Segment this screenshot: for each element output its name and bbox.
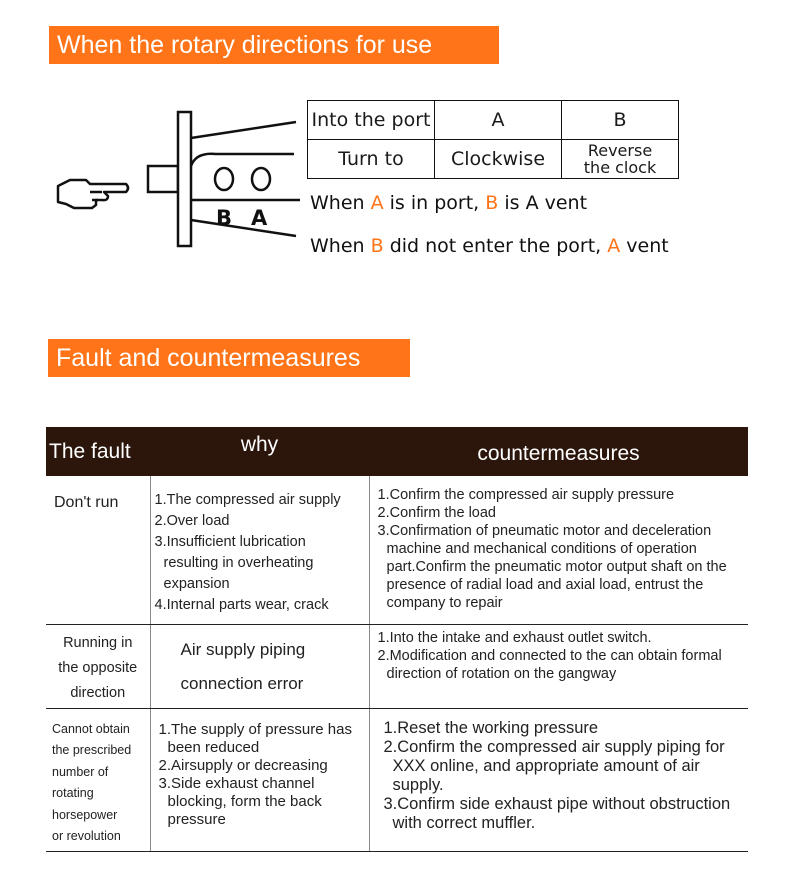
fault-line: number of [52,764,109,779]
list-item: 2.Modification and connected to the can obtain formal direction of rotation on the gangway [377,647,722,682]
fault-line: the opposite [58,659,138,676]
countermeasure-list [378,629,745,683]
port-a-circle [252,168,270,190]
motor-body-outline [191,122,300,236]
reverse-line: Reverse [587,141,653,160]
highlight-a: A [607,235,621,257]
fault-section-banner: Fault and countermeasures [48,339,410,377]
countermeasure-cell [369,708,748,851]
vent-rule-text: When [310,235,371,257]
port-b-cell: B [562,101,679,140]
list-item: 1.Into the intake and exhaust outlet switch. [377,629,652,646]
highlight-b: B [485,192,499,214]
table-row [308,140,679,179]
countermeasure-cell [369,476,748,624]
motor-flange [178,112,191,246]
list-item: 1.The compressed air supply [154,492,341,508]
why-cell [150,624,369,708]
fault-line: or revolution [52,829,121,843]
list-item: 2.Confirm the load [377,505,496,521]
col-header-countermeasures: countermeasures [369,427,748,476]
port-b-circle [215,168,233,190]
vent-rule-b [310,235,669,257]
why-list [159,721,365,829]
list-item: 2.Confirm the compressed air supply piping for XXX online, and appropriate amount of air supply. [383,737,725,794]
vent-rule-text: vent [620,235,669,257]
list-item: 2.Over load [154,513,230,529]
clockwise-cell: Clockwise [435,140,562,179]
list-item: 1.Reset the working pressure [383,718,599,737]
list-item: 4.Internal parts wear, crack [154,597,329,613]
col-header-fault: The fault [46,427,150,476]
port-a-cell: A [435,101,562,140]
fault-cell: Don't run [46,476,150,624]
why-cell [150,708,369,851]
table-row [46,476,748,624]
fault-line: Cannot obtain [52,721,130,736]
why-line: Air supply piping [180,639,306,659]
countermeasure-list [378,486,745,612]
pointing-hand-icon [58,180,128,208]
vent-rule-text: is A vent [498,192,588,214]
fault-line: the prescribed [52,743,132,757]
list-item: 2.Airsupply or decreasing [158,756,328,774]
col-header-why: why [150,427,369,476]
highlight-b: B [370,235,384,257]
list-item: 3.Confirmation of pneumatic motor and deceleration machine and mechanical conditions of operation part.Confirm the pneumatic motor output shaft on the presence of radial load and axial load, entrust the company to repair [377,523,727,611]
list-item: 3.Side exhaust channel blocking, form the back pressure [158,774,322,828]
port-label-cell: Into the port [308,101,435,140]
fault-line: Running in [63,634,133,651]
port-b-label: B [216,206,233,230]
highlight-a: A [370,192,384,214]
rotary-section-banner: When the rotary directions for use [49,26,499,64]
list-item: 1.The supply of pressure has been reduced [158,720,352,756]
vent-rule-text: is in port, [383,192,486,214]
why-cell [150,476,369,624]
fault-line: rotating [52,786,94,800]
table-row [308,101,679,140]
fault-line: horsepower [52,807,118,822]
motor-port-diagram [56,108,306,258]
motor-shaft [148,166,178,192]
turn-label-cell: Turn to [308,140,435,179]
fault-line: direction [70,684,126,701]
countermeasure-list [384,719,745,833]
vent-rule-text: When [310,192,371,214]
list-item: 1.Confirm the compressed air supply pressure [377,487,675,503]
table-row [46,624,748,708]
reverse-clock-cell [562,140,679,179]
vent-rule-a [310,192,587,214]
rotation-direction-table [307,100,679,179]
fault-countermeasures-table [46,427,748,852]
port-a-label: A [251,206,268,230]
list-item: 3.Insufficient lubrication resulting in overheating expansion [154,534,314,592]
countermeasure-cell [369,624,748,708]
list-item: 3.Confirm side exhaust pipe without obstruction with correct muffler. [383,794,731,832]
why-list [155,490,365,616]
table-row [46,708,748,851]
table-header-row [46,427,748,476]
fault-cell [46,708,150,851]
why-line: connection error [180,673,304,693]
the-clock-line: the clock [583,158,657,177]
vent-rule-text: did not enter the port, [383,235,608,257]
fault-cell [46,624,150,708]
